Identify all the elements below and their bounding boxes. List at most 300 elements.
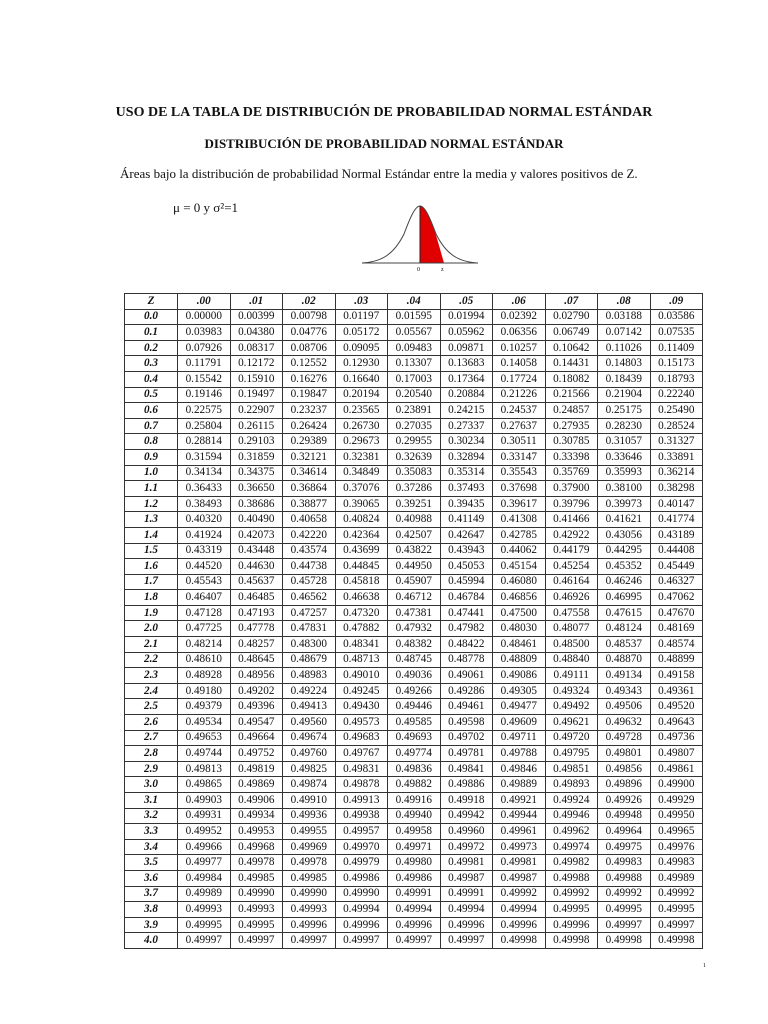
table-row xyxy=(125,933,703,949)
probability-cell: 0.21226 xyxy=(493,387,546,403)
probability-cell: 0.49994 xyxy=(335,902,388,918)
probability-cell: 0.49886 xyxy=(440,777,493,793)
probability-cell: 0.39973 xyxy=(598,496,651,512)
probability-cell: 0.49938 xyxy=(335,808,388,824)
probability-cell: 0.48745 xyxy=(388,652,441,668)
column-header: .08 xyxy=(598,294,651,310)
z-value-cell: 2.0 xyxy=(125,621,178,637)
probability-cell: 0.49994 xyxy=(493,902,546,918)
probability-cell: 0.00399 xyxy=(230,309,283,325)
probability-cell: 0.49573 xyxy=(335,715,388,731)
probability-cell: 0.10642 xyxy=(545,340,598,356)
probability-cell: 0.41924 xyxy=(178,527,231,543)
probability-cell: 0.31057 xyxy=(598,434,651,450)
table-row xyxy=(125,652,703,668)
probability-cell: 0.30234 xyxy=(440,434,493,450)
probability-cell: 0.26115 xyxy=(230,418,283,434)
probability-cell: 0.49996 xyxy=(283,917,336,933)
probability-cell: 0.34614 xyxy=(283,465,336,481)
probability-cell: 0.49969 xyxy=(283,839,336,855)
probability-cell: 0.48645 xyxy=(230,652,283,668)
probability-cell: 0.24215 xyxy=(440,403,493,419)
z-value-cell: 0.3 xyxy=(125,356,178,372)
probability-cell: 0.19146 xyxy=(178,387,231,403)
probability-cell: 0.47778 xyxy=(230,621,283,637)
probability-cell: 0.44179 xyxy=(545,543,598,559)
probability-cell: 0.31327 xyxy=(650,434,703,450)
probability-cell: 0.49861 xyxy=(650,761,703,777)
probability-cell: 0.32381 xyxy=(335,449,388,465)
probability-cell: 0.49324 xyxy=(545,683,598,699)
table-row xyxy=(125,449,703,465)
probability-cell: 0.49931 xyxy=(178,808,231,824)
probability-cell: 0.46856 xyxy=(493,590,546,606)
probability-cell: 0.49976 xyxy=(650,839,703,855)
z-value-cell: 1.5 xyxy=(125,543,178,559)
probability-cell: 0.37286 xyxy=(388,481,441,497)
probability-cell: 0.49878 xyxy=(335,777,388,793)
probability-cell: 0.49996 xyxy=(335,917,388,933)
probability-cell: 0.48461 xyxy=(493,637,546,653)
probability-cell: 0.49985 xyxy=(283,870,336,886)
probability-cell: 0.48169 xyxy=(650,621,703,637)
table-row xyxy=(125,465,703,481)
probability-cell: 0.46784 xyxy=(440,590,493,606)
table-row xyxy=(125,559,703,575)
probability-cell: 0.49996 xyxy=(388,917,441,933)
probability-cell: 0.12172 xyxy=(230,356,283,372)
probability-cell: 0.02790 xyxy=(545,309,598,325)
probability-cell: 0.02392 xyxy=(493,309,546,325)
probability-cell: 0.49492 xyxy=(545,699,598,715)
probability-cell: 0.38298 xyxy=(650,481,703,497)
probability-cell: 0.49926 xyxy=(598,793,651,809)
probability-cell: 0.49987 xyxy=(440,870,493,886)
probability-cell: 0.36433 xyxy=(178,481,231,497)
probability-cell: 0.49813 xyxy=(178,761,231,777)
probability-cell: 0.49950 xyxy=(650,808,703,824)
probability-cell: 0.41308 xyxy=(493,512,546,528)
probability-cell: 0.16276 xyxy=(283,371,336,387)
probability-cell: 0.49994 xyxy=(440,902,493,918)
normal-curve-figure xyxy=(360,198,480,274)
probability-cell: 0.49995 xyxy=(598,902,651,918)
probability-cell: 0.40490 xyxy=(230,512,283,528)
probability-cell: 0.49993 xyxy=(178,902,231,918)
table-row xyxy=(125,543,703,559)
probability-cell: 0.07535 xyxy=(650,325,703,341)
probability-cell: 0.46080 xyxy=(493,574,546,590)
probability-cell: 0.03983 xyxy=(178,325,231,341)
z-value-cell: 0.6 xyxy=(125,403,178,419)
probability-cell: 0.49720 xyxy=(545,730,598,746)
probability-cell: 0.49979 xyxy=(335,855,388,871)
probability-cell: 0.46164 xyxy=(545,574,598,590)
probability-cell: 0.47257 xyxy=(283,605,336,621)
probability-cell: 0.49962 xyxy=(545,824,598,840)
probability-cell: 0.17724 xyxy=(493,371,546,387)
probability-cell: 0.43189 xyxy=(650,527,703,543)
probability-cell: 0.45154 xyxy=(493,559,546,575)
probability-cell: 0.48124 xyxy=(598,621,651,637)
probability-cell: 0.47500 xyxy=(493,605,546,621)
probability-cell: 0.10257 xyxy=(493,340,546,356)
probability-cell: 0.48030 xyxy=(493,621,546,637)
probability-cell: 0.12552 xyxy=(283,356,336,372)
probability-cell: 0.49921 xyxy=(493,793,546,809)
probability-cell: 0.31859 xyxy=(230,449,283,465)
probability-cell: 0.49910 xyxy=(283,793,336,809)
probability-cell: 0.31594 xyxy=(178,449,231,465)
probability-cell: 0.49952 xyxy=(178,824,231,840)
probability-cell: 0.49903 xyxy=(178,793,231,809)
probability-cell: 0.49990 xyxy=(283,886,336,902)
probability-cell: 0.01197 xyxy=(335,309,388,325)
probability-cell: 0.49992 xyxy=(650,886,703,902)
table-row xyxy=(125,761,703,777)
z-value-cell: 2.8 xyxy=(125,746,178,762)
probability-cell: 0.49960 xyxy=(440,824,493,840)
z-value-cell: 0.7 xyxy=(125,418,178,434)
probability-cell: 0.47932 xyxy=(388,621,441,637)
probability-cell: 0.28230 xyxy=(598,418,651,434)
z-value-cell: 1.4 xyxy=(125,527,178,543)
probability-cell: 0.43943 xyxy=(440,543,493,559)
probability-cell: 0.48809 xyxy=(493,652,546,668)
z-label: z xyxy=(441,267,444,273)
z-value-cell: 2.6 xyxy=(125,715,178,731)
probability-cell: 0.37698 xyxy=(493,481,546,497)
probability-cell: 0.18793 xyxy=(650,371,703,387)
probability-cell: 0.09871 xyxy=(440,340,493,356)
probability-cell: 0.35083 xyxy=(388,465,441,481)
z-column-header: Z xyxy=(125,294,178,310)
probability-cell: 0.19497 xyxy=(230,387,283,403)
probability-cell: 0.49991 xyxy=(388,886,441,902)
probability-cell: 0.05962 xyxy=(440,325,493,341)
probability-cell: 0.49506 xyxy=(598,699,651,715)
probability-cell: 0.49906 xyxy=(230,793,283,809)
document-title: USO DE LA TABLA DE DISTRIBUCIÓN DE PROBABILIDAD NORMAL ESTÁNDAR xyxy=(115,105,653,120)
probability-cell: 0.49924 xyxy=(545,793,598,809)
z-value-cell: 1.3 xyxy=(125,512,178,528)
column-header: .03 xyxy=(335,294,388,310)
table-row xyxy=(125,917,703,933)
probability-cell: 0.45254 xyxy=(545,559,598,575)
probability-cell: 0.49987 xyxy=(493,870,546,886)
probability-cell: 0.48983 xyxy=(283,668,336,684)
probability-cell: 0.49990 xyxy=(230,886,283,902)
probability-cell: 0.45994 xyxy=(440,574,493,590)
probability-cell: 0.13307 xyxy=(388,356,441,372)
probability-cell: 0.37076 xyxy=(335,481,388,497)
probability-cell: 0.33398 xyxy=(545,449,598,465)
probability-cell: 0.49752 xyxy=(230,746,283,762)
probability-cell: 0.48956 xyxy=(230,668,283,684)
column-header: .04 xyxy=(388,294,441,310)
table-row xyxy=(125,340,703,356)
probability-cell: 0.49992 xyxy=(598,886,651,902)
probability-cell: 0.09095 xyxy=(335,340,388,356)
probability-cell: 0.49994 xyxy=(388,902,441,918)
probability-cell: 0.49266 xyxy=(388,683,441,699)
probability-cell: 0.33147 xyxy=(493,449,546,465)
z-value-cell: 2.2 xyxy=(125,652,178,668)
probability-cell: 0.35543 xyxy=(493,465,546,481)
table-row xyxy=(125,637,703,653)
probability-cell: 0.39251 xyxy=(388,496,441,512)
probability-cell: 0.49874 xyxy=(283,777,336,793)
table-row xyxy=(125,746,703,762)
probability-cell: 0.47558 xyxy=(545,605,598,621)
probability-cell: 0.49693 xyxy=(388,730,441,746)
probability-cell: 0.38686 xyxy=(230,496,283,512)
probability-cell: 0.47441 xyxy=(440,605,493,621)
z-value-cell: 3.3 xyxy=(125,824,178,840)
probability-cell: 0.43822 xyxy=(388,543,441,559)
probability-cell: 0.17003 xyxy=(388,371,441,387)
probability-cell: 0.48679 xyxy=(283,652,336,668)
probability-cell: 0.42922 xyxy=(545,527,598,543)
probability-cell: 0.43448 xyxy=(230,543,283,559)
probability-cell: 0.49942 xyxy=(440,808,493,824)
probability-cell: 0.46407 xyxy=(178,590,231,606)
z-value-cell: 0.2 xyxy=(125,340,178,356)
probability-cell: 0.49900 xyxy=(650,777,703,793)
z-value-cell: 1.0 xyxy=(125,465,178,481)
probability-cell: 0.49988 xyxy=(545,870,598,886)
probability-cell: 0.40147 xyxy=(650,496,703,512)
probability-cell: 0.42785 xyxy=(493,527,546,543)
probability-cell: 0.27035 xyxy=(388,418,441,434)
probability-cell: 0.48537 xyxy=(598,637,651,653)
probability-cell: 0.38493 xyxy=(178,496,231,512)
probability-cell: 0.49379 xyxy=(178,699,231,715)
probability-cell: 0.49997 xyxy=(440,933,493,949)
probability-cell: 0.34849 xyxy=(335,465,388,481)
probability-cell: 0.49674 xyxy=(283,730,336,746)
probability-cell: 0.49851 xyxy=(545,761,598,777)
probability-cell: 0.49825 xyxy=(283,761,336,777)
z-value-cell: 2.5 xyxy=(125,699,178,715)
probability-cell: 0.49461 xyxy=(440,699,493,715)
probability-cell: 0.21566 xyxy=(545,387,598,403)
probability-cell: 0.42220 xyxy=(283,527,336,543)
probability-cell: 0.46995 xyxy=(598,590,651,606)
probability-cell: 0.40824 xyxy=(335,512,388,528)
probability-cell: 0.16640 xyxy=(335,371,388,387)
probability-cell: 0.49286 xyxy=(440,683,493,699)
table-row xyxy=(125,886,703,902)
probability-cell: 0.33891 xyxy=(650,449,703,465)
probability-cell: 0.49831 xyxy=(335,761,388,777)
z-value-cell: 3.4 xyxy=(125,839,178,855)
probability-cell: 0.49968 xyxy=(230,839,283,855)
probability-cell: 0.49977 xyxy=(178,855,231,871)
probability-cell: 0.49430 xyxy=(335,699,388,715)
probability-cell: 0.49653 xyxy=(178,730,231,746)
probability-cell: 0.49993 xyxy=(230,902,283,918)
probability-cell: 0.49990 xyxy=(335,886,388,902)
probability-cell: 0.08317 xyxy=(230,340,283,356)
probability-cell: 0.28814 xyxy=(178,434,231,450)
z-value-cell: 2.1 xyxy=(125,637,178,653)
probability-cell: 0.49997 xyxy=(335,933,388,949)
probability-cell: 0.18439 xyxy=(598,371,651,387)
probability-cell: 0.49948 xyxy=(598,808,651,824)
probability-cell: 0.49983 xyxy=(650,855,703,871)
probability-cell: 0.43056 xyxy=(598,527,651,543)
probability-cell: 0.48778 xyxy=(440,652,493,668)
probability-cell: 0.49982 xyxy=(545,855,598,871)
probability-cell: 0.15542 xyxy=(178,371,231,387)
probability-cell: 0.22240 xyxy=(650,387,703,403)
z-value-cell: 1.8 xyxy=(125,590,178,606)
probability-cell: 0.49882 xyxy=(388,777,441,793)
z-value-cell: 3.7 xyxy=(125,886,178,902)
probability-cell: 0.49086 xyxy=(493,668,546,684)
probability-cell: 0.49889 xyxy=(493,777,546,793)
probability-cell: 0.34375 xyxy=(230,465,283,481)
probability-cell: 0.49936 xyxy=(283,808,336,824)
probability-cell: 0.49961 xyxy=(493,824,546,840)
table-row xyxy=(125,590,703,606)
document-subtitle: DISTRIBUCIÓN DE PROBABILIDAD NORMAL ESTÁNDAR xyxy=(204,136,564,151)
probability-cell: 0.30511 xyxy=(493,434,546,450)
probability-cell: 0.49981 xyxy=(440,855,493,871)
probability-cell: 0.44738 xyxy=(283,559,336,575)
probability-cell: 0.40988 xyxy=(388,512,441,528)
probability-cell: 0.49781 xyxy=(440,746,493,762)
probability-cell: 0.49760 xyxy=(283,746,336,762)
probability-cell: 0.44062 xyxy=(493,543,546,559)
probability-cell: 0.49036 xyxy=(388,668,441,684)
probability-cell: 0.49997 xyxy=(388,933,441,949)
probability-cell: 0.42073 xyxy=(230,527,283,543)
column-header: .02 xyxy=(283,294,336,310)
probability-cell: 0.24857 xyxy=(545,403,598,419)
probability-cell: 0.49111 xyxy=(545,668,598,684)
probability-cell: 0.48610 xyxy=(178,652,231,668)
probability-cell: 0.49736 xyxy=(650,730,703,746)
table-row xyxy=(125,824,703,840)
probability-cell: 0.12930 xyxy=(335,356,388,372)
probability-cell: 0.49998 xyxy=(545,933,598,949)
probability-cell: 0.49158 xyxy=(650,668,703,684)
probability-cell: 0.49997 xyxy=(230,933,283,949)
probability-cell: 0.20540 xyxy=(388,387,441,403)
probability-cell: 0.48382 xyxy=(388,637,441,653)
probability-cell: 0.49934 xyxy=(230,808,283,824)
z-value-cell: 1.6 xyxy=(125,559,178,575)
probability-cell: 0.49643 xyxy=(650,715,703,731)
mean-label: 0 xyxy=(417,267,420,273)
table-row xyxy=(125,621,703,637)
probability-cell: 0.49972 xyxy=(440,839,493,855)
probability-cell: 0.49343 xyxy=(598,683,651,699)
column-header: .01 xyxy=(230,294,283,310)
probability-cell: 0.18082 xyxy=(545,371,598,387)
probability-cell: 0.25804 xyxy=(178,418,231,434)
probability-cell: 0.42507 xyxy=(388,527,441,543)
probability-cell: 0.47381 xyxy=(388,605,441,621)
z-value-cell: 3.6 xyxy=(125,870,178,886)
probability-cell: 0.39796 xyxy=(545,496,598,512)
probability-cell: 0.45728 xyxy=(283,574,336,590)
probability-cell: 0.49996 xyxy=(493,917,546,933)
probability-cell: 0.04776 xyxy=(283,325,336,341)
probability-cell: 0.49993 xyxy=(283,902,336,918)
probability-cell: 0.09483 xyxy=(388,340,441,356)
probability-cell: 0.35314 xyxy=(440,465,493,481)
z-value-cell: 0.0 xyxy=(125,309,178,325)
probability-cell: 0.49991 xyxy=(440,886,493,902)
probability-cell: 0.49973 xyxy=(493,839,546,855)
probability-cell: 0.06749 xyxy=(545,325,598,341)
probability-cell: 0.45637 xyxy=(230,574,283,590)
z-value-cell: 3.1 xyxy=(125,793,178,809)
probability-cell: 0.49971 xyxy=(388,839,441,855)
table-row xyxy=(125,309,703,325)
probability-cell: 0.49836 xyxy=(388,761,441,777)
table-body xyxy=(125,309,703,948)
probability-cell: 0.49981 xyxy=(493,855,546,871)
probability-cell: 0.49989 xyxy=(650,870,703,886)
probability-cell: 0.07142 xyxy=(598,325,651,341)
table-row xyxy=(125,527,703,543)
probability-cell: 0.43699 xyxy=(335,543,388,559)
probability-cell: 0.29673 xyxy=(335,434,388,450)
probability-cell: 0.49997 xyxy=(178,933,231,949)
probability-cell: 0.49361 xyxy=(650,683,703,699)
probability-cell: 0.43574 xyxy=(283,543,336,559)
probability-cell: 0.49970 xyxy=(335,839,388,855)
probability-cell: 0.19847 xyxy=(283,387,336,403)
table-row xyxy=(125,605,703,621)
table-row xyxy=(125,777,703,793)
probability-cell: 0.22907 xyxy=(230,403,283,419)
probability-cell: 0.25175 xyxy=(598,403,651,419)
probability-cell: 0.14431 xyxy=(545,356,598,372)
probability-cell: 0.15173 xyxy=(650,356,703,372)
probability-cell: 0.46562 xyxy=(283,590,336,606)
probability-cell: 0.49988 xyxy=(598,870,651,886)
z-value-cell: 3.2 xyxy=(125,808,178,824)
z-value-cell: 1.7 xyxy=(125,574,178,590)
probability-cell: 0.49965 xyxy=(650,824,703,840)
z-value-cell: 3.9 xyxy=(125,917,178,933)
probability-cell: 0.04380 xyxy=(230,325,283,341)
probability-cell: 0.49955 xyxy=(283,824,336,840)
probability-cell: 0.49996 xyxy=(440,917,493,933)
probability-cell: 0.49547 xyxy=(230,715,283,731)
z-value-cell: 3.8 xyxy=(125,902,178,918)
probability-cell: 0.49980 xyxy=(388,855,441,871)
probability-cell: 0.49995 xyxy=(650,902,703,918)
probability-cell: 0.40658 xyxy=(283,512,336,528)
probability-cell: 0.45907 xyxy=(388,574,441,590)
probability-cell: 0.47831 xyxy=(283,621,336,637)
probability-cell: 0.42647 xyxy=(440,527,493,543)
probability-cell: 0.47193 xyxy=(230,605,283,621)
probability-cell: 0.48574 xyxy=(650,637,703,653)
probability-cell: 0.38100 xyxy=(598,481,651,497)
probability-cell: 0.47320 xyxy=(335,605,388,621)
probability-cell: 0.37900 xyxy=(545,481,598,497)
probability-cell: 0.42364 xyxy=(335,527,388,543)
probability-cell: 0.49702 xyxy=(440,730,493,746)
probability-cell: 0.49134 xyxy=(598,668,651,684)
